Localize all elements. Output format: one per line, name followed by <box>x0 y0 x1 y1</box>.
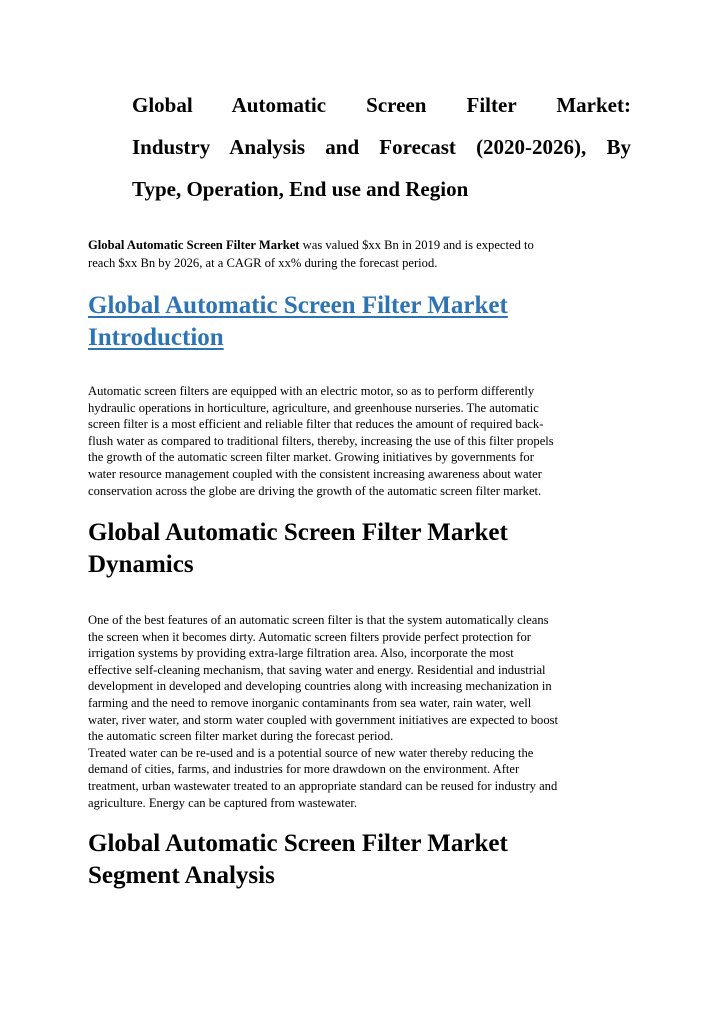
heading-line: Dynamics <box>88 551 194 578</box>
heading-line: Global Automatic Screen Filter Market <box>88 830 508 857</box>
paragraph-line: agriculture. Energy can be captured from wastewater. <box>88 795 358 810</box>
paragraph-line: screen filter is a most efficient and reliable filter that reduces the amount of required back- <box>88 417 544 432</box>
segment-analysis-heading <box>88 828 648 892</box>
document-title <box>132 84 631 210</box>
paragraph-line: the automatic screen filter market during the forecast period. <box>88 729 394 744</box>
title-line: Type, Operation, End use and Region <box>132 177 469 201</box>
paragraph-line: conservation across the globe are driving the growth of the automatic screen filter market. <box>88 483 542 498</box>
paragraph-line: water resource management coupled with the consistent increasing awareness about water <box>88 466 542 481</box>
paragraph-line: effective self-cleaning mechanism, that saving water and energy. Residential and industrial <box>88 662 546 677</box>
dynamics-heading <box>88 517 648 581</box>
heading-line[interactable]: Global Automatic Screen Filter Market <box>88 292 508 319</box>
paragraph-line: irrigation systems by providing extra-large filtration area. Also, incorporate the most <box>88 646 514 661</box>
dynamics-paragraph <box>88 612 640 811</box>
title-line: Industry Analysis and Forecast (2020-2026), By <box>132 135 631 159</box>
heading-line: Global Automatic Screen Filter Market <box>88 519 508 546</box>
paragraph-line: the screen when it becomes dirty. Automatic screen filters provide perfect protection for <box>88 629 531 644</box>
introduction-heading-link[interactable] <box>88 290 648 354</box>
heading-line[interactable]: Introduction <box>88 324 224 351</box>
heading-line: Segment Analysis <box>88 862 275 889</box>
paragraph-line: flush water as compared to traditional filters, thereby, increasing the use of this filter propels <box>88 433 554 448</box>
paragraph-line: demand of cities, farms, and industries for more drawdown on the environment. After <box>88 762 520 777</box>
paragraph-line: Automatic screen filters are equipped with an electric motor, so as to perform differently <box>88 384 535 398</box>
paragraph-line: Treated water can be re-used and is a potential source of new water thereby reducing the <box>88 745 534 760</box>
paragraph-line: development in developed and developing countries along with increasing mechanization in <box>88 679 552 694</box>
summary-text: reach $xx Bn by 2026, at a CAGR of xx% during the forecast period. <box>88 256 438 270</box>
paragraph-line: farming and the need to remove inorganic contaminants from sea water, rain water, well <box>88 695 532 710</box>
paragraph-line: water, river water, and storm water coupled with government initiatives are expected to boost <box>88 712 559 727</box>
paragraph-line: the growth of the automatic screen filter market. Growing initiatives by governments for <box>88 450 534 465</box>
paragraph-line: hydraulic operations in horticulture, agriculture, and greenhouse nurseries. The automatic <box>88 400 539 415</box>
paragraph-line: One of the best features of an automatic screen filter is that the system automatically cleans <box>88 613 549 627</box>
summary-text: was valued $xx Bn in 2019 and is expected to <box>299 238 534 252</box>
paragraph-line: treatment, urban wastewater treated to an appropriate standard can be reused for industry and <box>88 778 558 793</box>
introduction-paragraph <box>88 383 640 499</box>
market-summary <box>88 236 638 272</box>
title-line: Global Automatic Screen Filter Market: <box>132 93 631 117</box>
summary-bold-lead: Global Automatic Screen Filter Market <box>88 238 300 252</box>
